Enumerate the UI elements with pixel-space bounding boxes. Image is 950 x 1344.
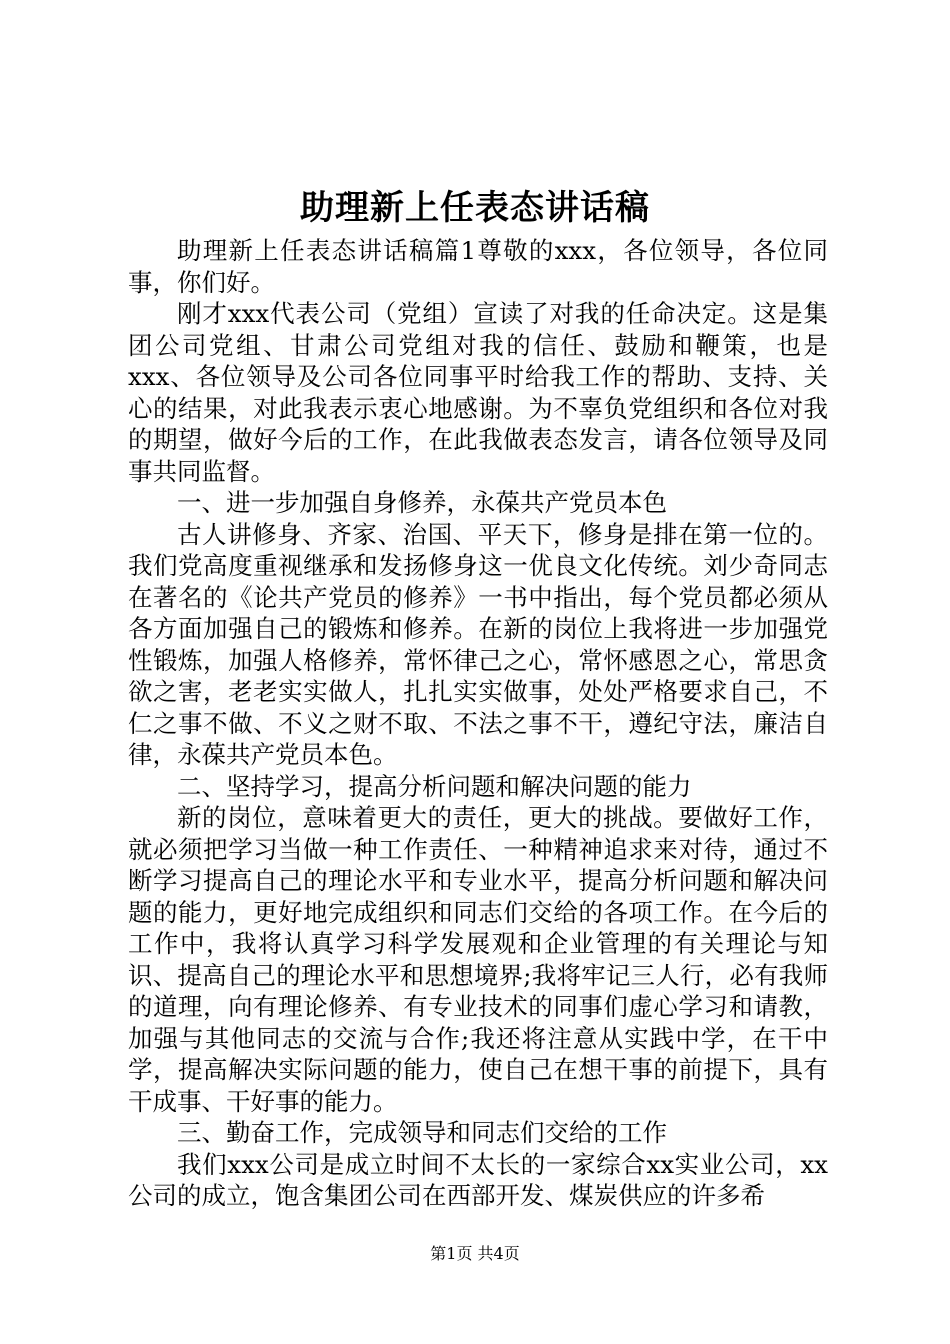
paragraph-section-1: 古人讲修身、齐家、治国、平天下，修身是排在第一位的。我们党高度重视继承和发扬修身这一优良文化传统。刘少奇同志在著名的《论共产党员的修养》一书中指出，每个党员都必须从各方面加强自己的锻炼和修养。在新的岗位上我将进一步加强党性锻炼，加强人格修养，常怀律己之心，常怀感恩之心，常思贪欲之害，老老实实做人，扎扎实实做事，处处严格要求自己，不仁之事不做、不义之财不取、不法之事不干，遵纪守法，廉洁自律，永葆共产党员本色。 (128, 519, 828, 769)
paragraph-intro: 刚才xxx代表公司（党组）宣读了对我的任命决定。这是集团公司党组、甘肃公司党组对我的信任、鼓励和鞭策，也是xxx、各位领导及公司各位同事平时给我工作的帮助、支持、关心的结果，对此我表示衷心地感谢。为不辜负党组织和各位对我的期望，做好今后的工作，在此我做表态发言，请各位领导及同事共同监督。 (128, 299, 828, 486)
document-title: 助理新上任表态讲话稿 (300, 188, 650, 228)
document-body (128, 235, 828, 1212)
section-heading-1: 一、进一步加强自身修养，永葆共产党员本色 (177, 488, 667, 517)
paragraph-section-2: 新的岗位，意味着更大的责任，更大的挑战。要做好工作，就必须把学习当做一种工作责任、一种精神追求来对待，通过不断学习提高自己的理论水平和专业水平，提高分析问题和解决问题的能力，更好地完成组织和同志们交给的各项工作。在今后的工作中，我将认真学习科学发展观和企业管理的有关理论与知识、提高自己的理论水平和思想境界;我将牢记三人行，必有我师的道理，向有理论修养、有专业技术的同事们虚心学习和请教，加强与其他同志的交流与合作;我还将注意从实践中学，在干中学，提高解决实际问题的能力，使自己在想干事的前提下，具有干成事、干好事的能力。 (128, 803, 828, 1116)
section-heading-2: 二、坚持学习，提高分析问题和解决问题的能力 (177, 771, 692, 801)
paragraph-greeting: 助理新上任表态讲话稿篇1尊敬的xxx，各位领导，各位同事，你们好。 (128, 236, 828, 297)
paragraph-section-3: 我们xxx公司是成立时间不太长的一家综合xx实业公司，xx公司的成立，饱含集团公司在西部开发、煤炭供应的许多希 (128, 1149, 828, 1210)
section-heading-3: 三、勤奋工作，完成领导和同志们交给的工作 (177, 1118, 667, 1147)
page-number-footer: 第1页 共4页 (430, 1244, 520, 1263)
